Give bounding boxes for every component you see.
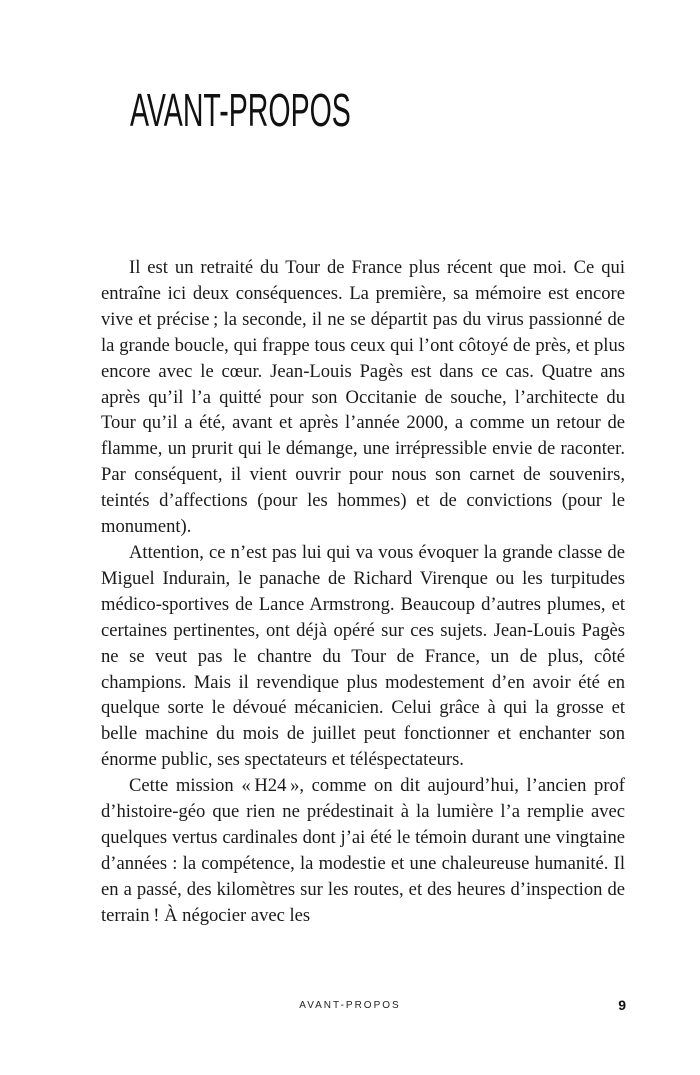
- running-footer: AVANT-PROPOS: [299, 1000, 401, 1011]
- chapter-title: AVANT-PROPOS: [130, 84, 351, 136]
- paragraph: Cette mission « H24 », comme on dit aujourd’hui, l’ancien prof d’histoire-géo que rien ne prédestinait à la lumière l’a remplie avec quelques vertus cardinales dont j’ai été le témoin durant une vingtaine d’années : la compétence, la modestie et une chaleureuse humanité. Il en a passé, des kilomètres sur les routes, et des heures d’inspection de terrain ! À négocier avec les: [101, 775, 625, 926]
- page-number: 9: [618, 997, 626, 1013]
- paragraph: Attention, ce n’est pas lui qui va vous évoquer la grande classe de Miguel Indurain, le panache de Richard Virenque ou les turpitudes médico-sportives de Lance Armstrong. Beaucoup d’autres plumes, et certaines pertinentes, ont déjà opéré sur ces sujets. Jean-Louis Pagès ne se veut pas le chantre du Tour de France, un de plus, côté champions. Mais il revendique plus modestement d’en avoir été en quelque sorte le dévoué mécanicien. Celui grâce à qui la grosse et belle machine du mois de juillet peut fonctionner et enchanter son énorme public, ses spectateurs et téléspectateurs.: [101, 541, 625, 771]
- body-text: [101, 255, 625, 929]
- paragraph: Il est un retraité du Tour de France plus récent que moi. Ce qui entraîne ici deux conséquences. La première, sa mémoire est encore vive et précise ; la seconde, il ne se départit pas du virus passionné de la grande boucle, qui frappe tous ceux qui l’ont côtoyé de près, et plus encore avec le cœur. Jean-Louis Pagès est dans ce cas. Quatre ans après qu’il l’a quitté pour son Occitanie de souche, l’architecte du Tour qu’il a été, avant et après l’année 2000, a comme un retour de flamme, un prurit qui le démange, une irrépressible envie de raconter. Par conséquent, il vient ouvrir pour nous son carnet de souvenirs, teintés d’affections (pour les hommes) et de convictions (pour le monument).: [101, 257, 625, 538]
